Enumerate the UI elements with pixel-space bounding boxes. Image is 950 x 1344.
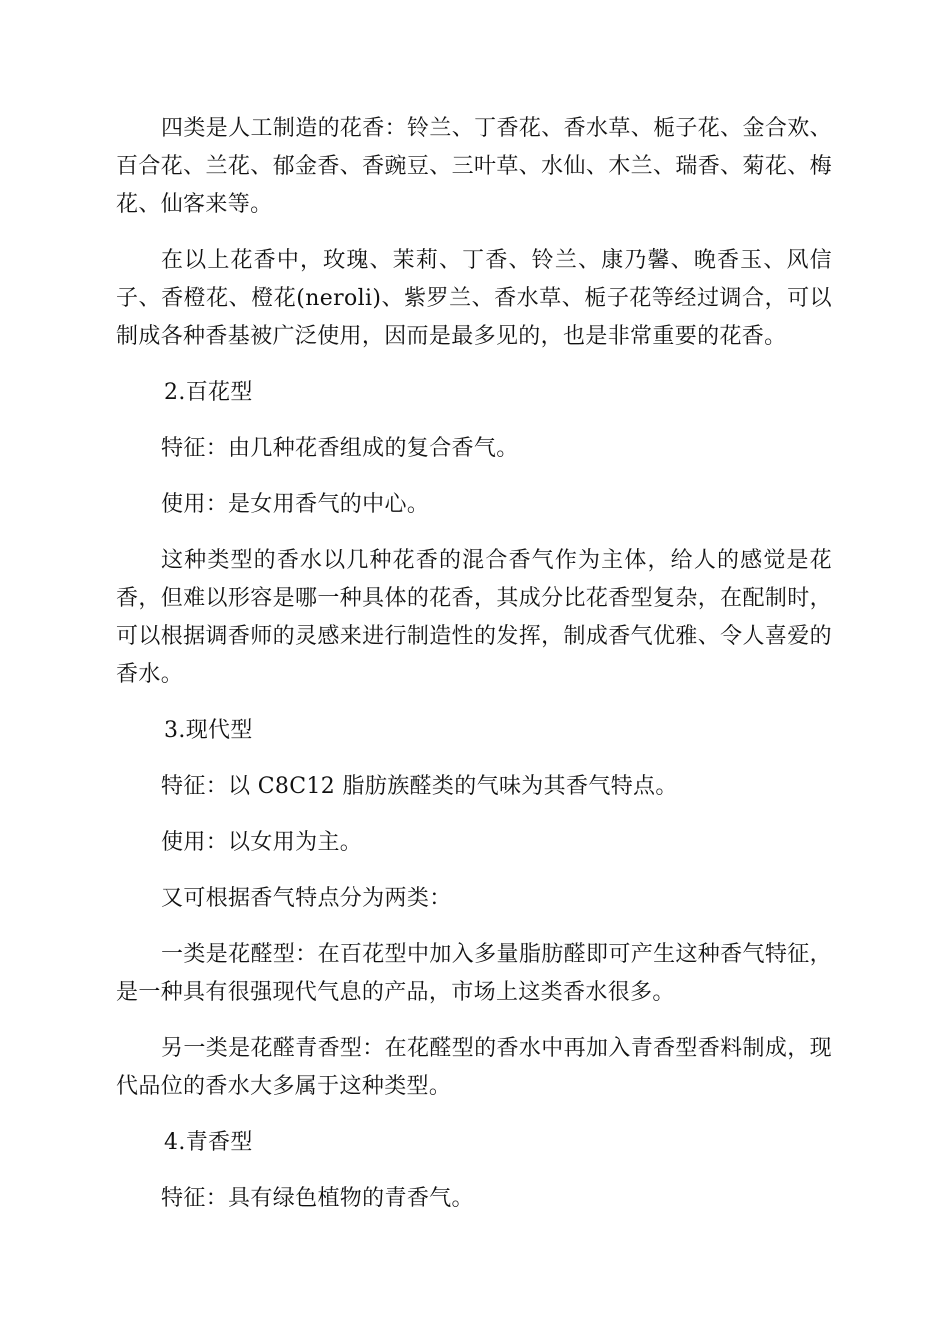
section-heading-green: 4.青香型 <box>164 1130 253 1155</box>
paragraph-modern-usage: 使用：以女用为主。 <box>161 830 363 855</box>
document-page <box>116 110 832 1236</box>
paragraph-bouquet-usage: 使用：是女用香气的中心。 <box>161 492 430 517</box>
paragraph-floral-aldehyde: 一类是花醛型：在百花型中加入多量脂肪醛即可产生这种香气特征，是一种具有很强现代气息的产品，市场上这类香水很多。 <box>116 942 832 1005</box>
section-heading-modern: 3.现代型 <box>164 718 253 743</box>
paragraph-artificial-florals: 四类是人工制造的花香：铃兰、丁香花、香水草、栀子花、金合欢、百合花、兰花、郁金香、香豌豆、三叶草、水仙、木兰、瑞香、菊花、梅花、仙客来等。 <box>116 116 832 217</box>
section-heading-floral-bouquet: 2.百花型 <box>164 380 253 405</box>
paragraph-green-feature: 特征：具有绿色植物的青香气。 <box>161 1186 474 1211</box>
paragraph-modern-feature: 特征：以 C8C12 脂肪族醛类的气味为其香气特点。 <box>161 774 678 799</box>
paragraph-bouquet-description: 这种类型的香水以几种花香的混合香气作为主体，给人的感觉是花香，但难以形容是哪一种具体的花香，其成分比花香型复杂，在配制时，可以根据调香师的灵感来进行制造性的发挥，制成香气优雅、令人喜爱的香水。 <box>116 548 832 687</box>
paragraph-floral-aldehyde-green: 另一类是花醛青香型：在花醛型的香水中再加入青香型香料制成，现代品位的香水大多属于这种类型。 <box>116 1036 832 1099</box>
paragraph-modern-subtypes-intro: 又可根据香气特点分为两类： <box>161 886 452 911</box>
paragraph-bouquet-feature: 特征：由几种花香组成的复合香气。 <box>161 436 519 461</box>
paragraph-floral-bases: 在以上花香中，玫瑰、茉莉、丁香、铃兰、康乃馨、晚香玉、风信子、香橙花、橙花(neroli)、紫罗兰、香水草、栀子花等经过调合，可以制成各种香基被广泛使用，因而是最多见的，也是非常重要的花香。 <box>116 248 832 349</box>
